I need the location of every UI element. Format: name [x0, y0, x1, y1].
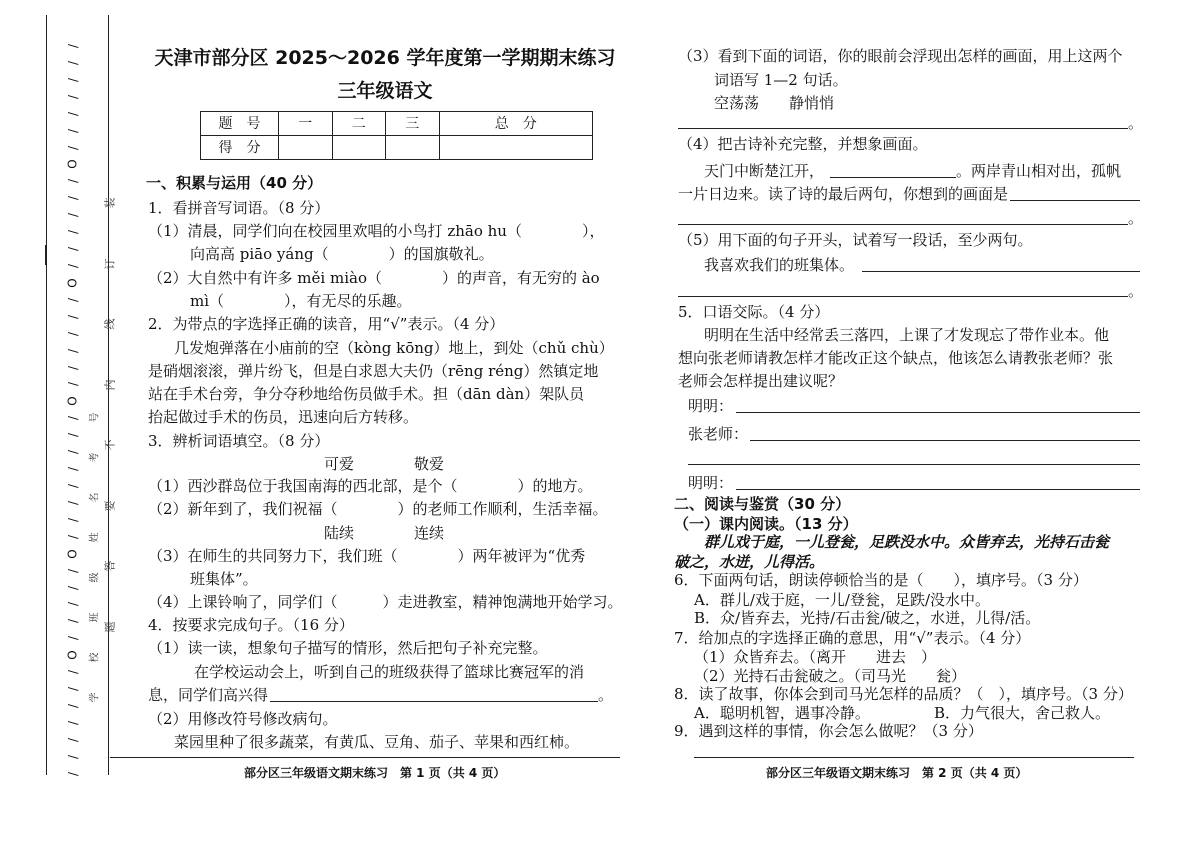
binding-strip-glyph: / [65, 670, 80, 675]
answer-line[interactable] [862, 271, 1140, 272]
score-cell: 题 号 [201, 112, 279, 136]
binding-strip-glyph: / [65, 196, 80, 201]
punctuation: 。 [1128, 282, 1144, 300]
question-text: 9．遇到这样的事情，你会怎么做呢？（3 分） [674, 722, 983, 740]
dialogue-answer-line[interactable] [736, 489, 1140, 490]
score-table [200, 111, 593, 160]
passage-text: 是硝烟滚滚，弹片纷飞，但是白求恩大夫仍（rēng réng）然镇定地 [148, 362, 599, 380]
passage-text: 几发炮弹落在小庙前的空（kòng kōng）地上，到处（chǔ chù） [174, 339, 614, 357]
binding-margin [0, 0, 120, 849]
passage-text: 老师会怎样提出建议呢？ [678, 372, 844, 390]
binding-strip-glyph: / [65, 754, 80, 759]
option-a: A．群儿/戏于庭，一儿/登瓮，足跌/没水中。 [694, 591, 990, 609]
binding-strip-glyph: / [65, 348, 80, 353]
binding-strip-glyph: / [65, 297, 80, 302]
binding-strip-glyph: / [65, 517, 80, 522]
dialogue-label: 明明： [688, 397, 734, 415]
option-a: A．聪明机智，遇事冷静。 [694, 704, 870, 722]
binding-strip-glyph: / [65, 382, 80, 387]
option-b: B．力气很大，舍己救人。 [934, 704, 1111, 722]
dialogue-label: 明明： [688, 474, 734, 492]
binding-strip-glyph: / [65, 247, 80, 252]
binding-strip-glyph: O [65, 548, 80, 559]
binding-warning-char: 装 [103, 197, 116, 209]
score-entry-cell[interactable] [439, 136, 592, 160]
binding-student-info [86, 0, 104, 849]
question-text: （4）把古诗补充完整，并想象画面。 [678, 135, 928, 153]
question-text: （2）大自然中有许多 měi miào（ ）的声音，有无穷的 ào [148, 269, 600, 287]
binding-strip-glyph: / [65, 213, 80, 218]
question-text: 6．下面两句话，朗读停顿恰当的是（ ），填序号。（3 分） [674, 571, 1088, 589]
question-text: （3）看到下面的词语，你的眼前会浮现出怎样的画面，用上这两个 [678, 47, 1123, 65]
binding-strip-glyph: / [65, 737, 80, 742]
binding-info-char: 姓 [89, 532, 101, 543]
binding-strip-glyph: / [65, 433, 80, 438]
question-text: （1）西沙群岛位于我国南海的西北部，是个（ ）的地方。 [148, 477, 593, 495]
binding-warning-char: 答 [103, 560, 116, 572]
binding-strip-glyph: / [65, 771, 80, 776]
binding-line-left [46, 15, 47, 775]
binding-strip-glyph: / [65, 94, 80, 99]
question-text: （2）用修改符号修改病句。 [148, 710, 338, 728]
score-entry-cell[interactable] [386, 136, 440, 160]
page-footer: 部分区三年级语文期末练习 第 1 页（共 4 页） [244, 766, 506, 780]
punctuation: 。 [1128, 209, 1144, 227]
question-text: （4）上课铃响了，同学们（ ）走进教室，精神饱满地开始学习。 [148, 593, 623, 611]
exam-subtitle: 三年级语文 [337, 80, 433, 102]
page-footer: 部分区三年级语文期末练习 第 2 页（共 4 页） [766, 766, 1028, 780]
question-text: （1）读一读，想象句子描写的情形，然后把句子补充完整。 [148, 639, 548, 657]
binding-strip-glyph: / [65, 331, 80, 336]
dialogue-answer-line[interactable] [736, 412, 1140, 413]
word-choices: 陆续 连续 [324, 524, 445, 542]
answer-line[interactable] [678, 128, 1128, 129]
score-cell: 得 分 [201, 136, 279, 160]
question-text: 班集体”。 [190, 570, 258, 588]
question-text: （1）清晨，同学们向在校园里欢唱的小鸟打 zhāo hu（ ）， [148, 222, 605, 240]
binding-strip-glyph: / [65, 43, 80, 49]
binding-strip-glyph: / [65, 179, 80, 184]
binding-strip-glyph: O [65, 650, 80, 660]
binding-strip-glyph: / [65, 602, 80, 607]
sentence-starter: 我喜欢我们的班集体。 [704, 256, 855, 274]
passage-text: 明明在生活中经常丢三落四，上课了才发现忘了带作业本。他 [704, 326, 1110, 344]
binding-strip-glyph: / [65, 687, 80, 692]
answer-line[interactable] [678, 224, 1128, 225]
binding-warning-char: 订 [103, 258, 116, 270]
binding-strip-glyph: / [65, 314, 80, 319]
classical-text: 群儿戏于庭，一儿登瓮，足跌没水中。众皆弃去，光持石击瓮 [704, 533, 1110, 551]
binding-strip-glyph: / [65, 128, 80, 133]
binding-strip-glyph: / [65, 365, 80, 370]
score-entry-cell[interactable] [332, 136, 386, 160]
binding-mark [45, 245, 47, 265]
question-text: 2．为带点的字选择正确的读音，用“√”表示。（4 分） [148, 315, 505, 333]
question-text: 3．辨析词语填空。（8 分） [148, 432, 330, 450]
binding-info-char: 名 [89, 492, 101, 503]
binding-strip-glyph: / [65, 416, 80, 421]
binding-strip-glyph: / [65, 720, 80, 725]
binding-strip-glyph: O [65, 278, 80, 288]
binding-info-char: 级 [89, 572, 101, 583]
binding-strip-glyph: O [65, 396, 80, 407]
dialogue-answer-line[interactable] [750, 440, 1140, 441]
binding-info-char: 学 [89, 692, 101, 703]
exam-page-1 [140, 0, 630, 849]
binding-strip-glyph: / [65, 450, 80, 455]
passage-text: 想向张老师请教怎样才能改正这个缺点，他该怎么请教张老师？张 [678, 349, 1114, 367]
binding-strip-glyph: / [65, 111, 80, 116]
binding-strip-glyph: / [65, 534, 80, 539]
question-text: （1）众皆弃去。（离开 进去 ） [694, 648, 937, 666]
score-cell: 三 [386, 112, 440, 136]
passage-text: 在学校运动会上，听到自己的班级获得了篮球比赛冠军的消 [194, 663, 585, 681]
footer-rule [110, 757, 620, 758]
score-cell: 二 [332, 112, 386, 136]
question-text: （5）用下面的句子开头，试着写一段话，至少两句。 [678, 231, 1033, 249]
binding-info-char: 班 [89, 612, 101, 623]
passage-text: 抬起做过手术的伤员，迅速向后方转移。 [148, 408, 419, 426]
punctuation: 。 [598, 686, 614, 704]
question-text: （2）光持石击瓮破之。（司马光 瓮） [694, 667, 967, 685]
question-text: 向高高 piāo yáng（ ）的国旗敬礼。 [190, 245, 494, 263]
binding-warning-char: 不 [103, 439, 116, 451]
exam-title: 天津市部分区 2025～2026 学年度第一学期期末练习 [154, 47, 616, 69]
question-text: 一片日边来。读了诗的最后两句，你想到的画面是 [678, 185, 1009, 203]
binding-warning-char: 要 [103, 500, 116, 512]
score-table-header-row [201, 112, 593, 136]
binding-strip-glyph: / [65, 145, 80, 150]
score-entry-cell[interactable] [279, 136, 333, 160]
binding-info-char: 校 [89, 652, 101, 663]
binding-warning-char: 线 [103, 318, 116, 330]
binding-warning-char: 题 [103, 621, 116, 633]
answer-line[interactable] [678, 296, 1128, 297]
score-cell: 总 分 [439, 112, 592, 136]
binding-strip-glyph: / [65, 619, 80, 624]
score-table-value-row [201, 136, 593, 160]
question-text: mì（ ），有无尽的乐趣。 [190, 292, 412, 310]
binding-strip-glyph: / [65, 636, 80, 641]
question-text: 4．按要求完成句子。（16 分） [148, 616, 354, 634]
poem-line: 。两岸青山相对出，孤帆 [956, 162, 1122, 180]
section-heading: 二、阅读与鉴赏（30 分） [674, 495, 851, 513]
binding-info-char: 考 [89, 452, 101, 463]
subsection-heading: （一）课内阅读。（13 分） [674, 515, 858, 533]
question-text: 5．口语交际。（4 分） [678, 303, 830, 321]
binding-strip-glyph: / [65, 703, 80, 708]
binding-strip-glyph: O [65, 159, 80, 170]
binding-strip-glyph: / [65, 585, 80, 590]
binding-strip-glyph: / [65, 60, 80, 65]
binding-strip-glyph: / [65, 483, 80, 488]
passage-text: 息，同学们高兴得 [148, 686, 269, 704]
binding-strip-glyph: / [65, 467, 80, 472]
passage-text: 站在手术台旁，争分夺秒地给伤员做手术。担（dān dàn）架队员 [148, 385, 585, 403]
binding-warning-char: 内 [103, 379, 116, 391]
binding-strip-glyph: / [65, 230, 80, 235]
binding-strip-glyph: / [65, 263, 80, 269]
binding-cut-strip [62, 40, 84, 780]
binding-strip-glyph: / [65, 77, 80, 82]
answer-line[interactable] [1010, 200, 1140, 201]
option-b: B．众/皆弃去，光持/石击瓮/破之，水迸，儿得/活。 [694, 609, 1041, 627]
dialogue-answer-line[interactable] [688, 464, 1140, 465]
answer-line[interactable] [270, 701, 598, 702]
question-text: （2）新年到了，我们祝福（ ）的老师工作顺利，生活幸福。 [148, 500, 608, 518]
passage-text: 菜园里种了很多蔬菜，有黄瓜、豆角、茄子、苹果和西红柿。 [174, 733, 580, 751]
score-cell: 一 [279, 112, 333, 136]
punctuation: 。 [1128, 114, 1144, 132]
question-text: 8．读了故事，你体会到司马光怎样的品质？（ ），填序号。（3 分） [674, 685, 1133, 703]
dialogue-label: 张老师： [688, 425, 749, 443]
classical-text: 破之，水迸，儿得活。 [674, 553, 825, 571]
section-heading: 一、积累与运用（40 分） [146, 174, 323, 192]
poem-answer-line[interactable] [830, 177, 956, 178]
word-choices: 可爱 敬爱 [324, 455, 445, 473]
exam-page-2 [670, 0, 1160, 849]
question-text: 1．看拼音写词语。（8 分） [148, 199, 330, 217]
question-text: 词语写 1—2 句话。 [714, 71, 848, 89]
question-text: （3）在师生的共同努力下，我们班（ ）两年被评为“优秀 [148, 547, 586, 565]
binding-info-char: 号 [89, 412, 101, 423]
question-text: 7．给加点的字选择正确的意思，用“√”表示。（4 分） [674, 629, 1031, 647]
poem-line: 天门中断楚江开， [704, 162, 825, 180]
word-choices: 空荡荡 静悄悄 [714, 94, 835, 112]
answer-line[interactable] [694, 757, 1134, 758]
binding-strip-glyph: / [65, 500, 80, 505]
binding-strip-glyph: / [65, 568, 80, 573]
